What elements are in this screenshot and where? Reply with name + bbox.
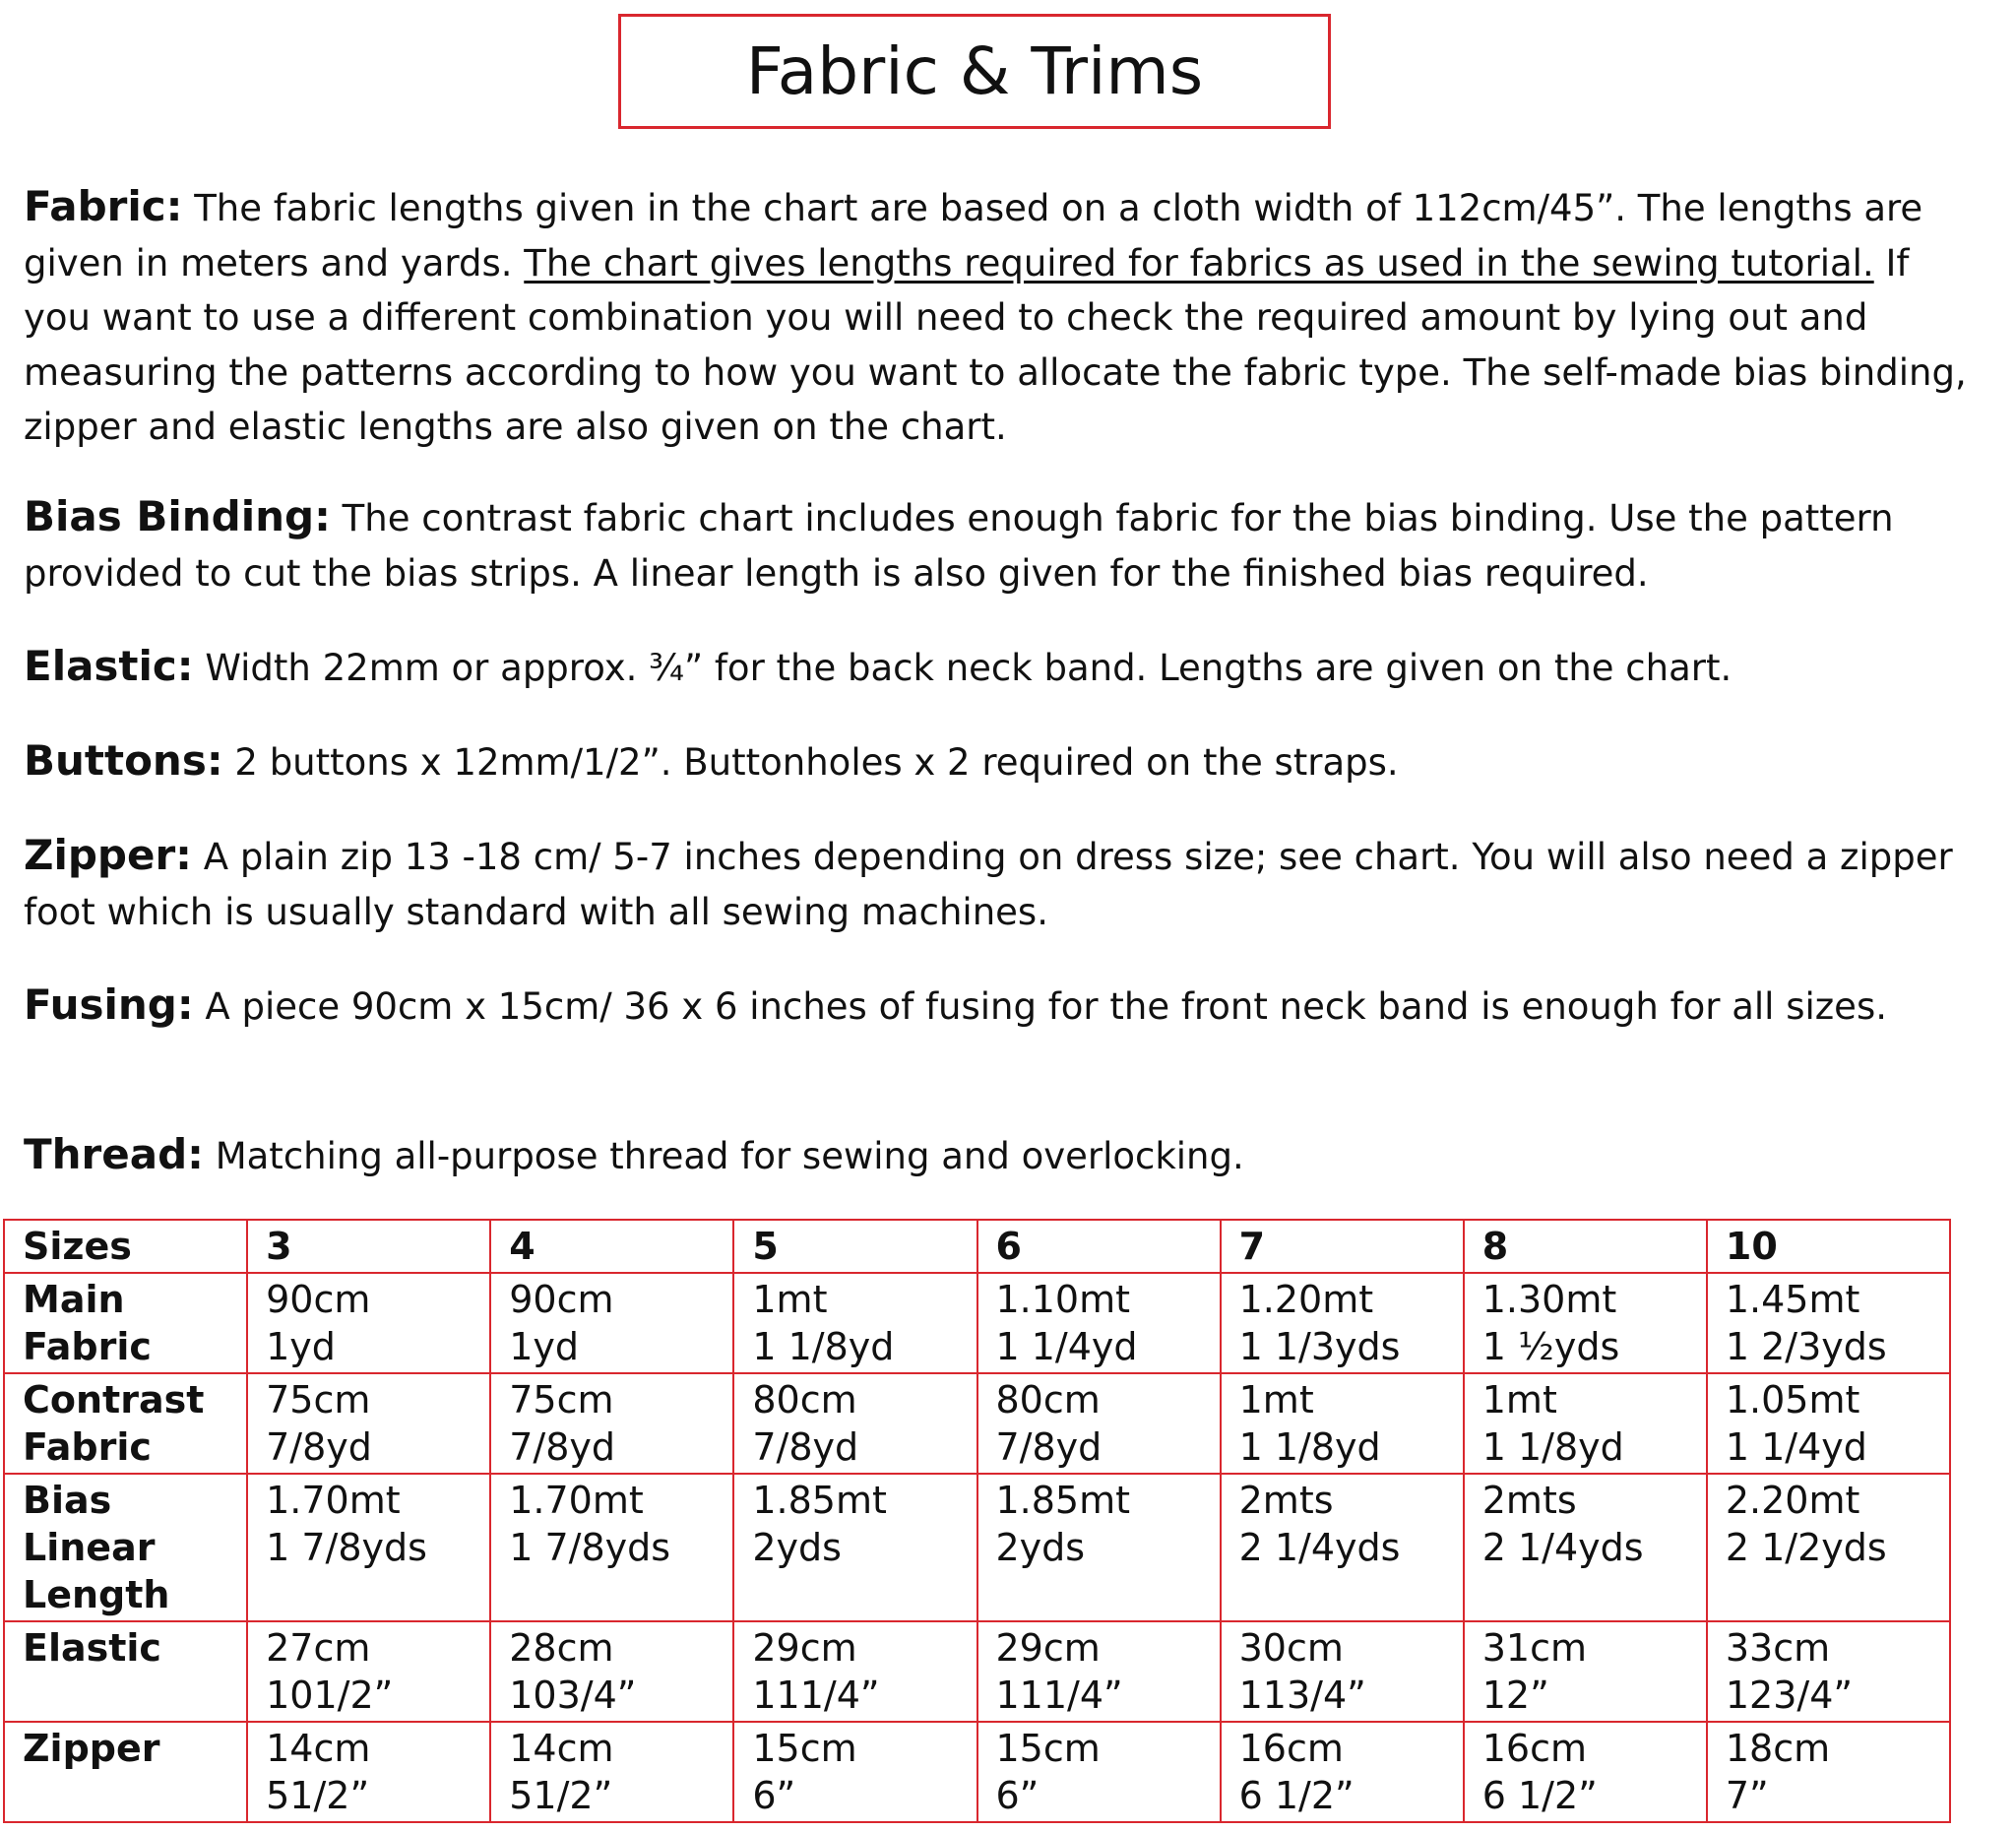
metric-value: 2mts	[1481, 1479, 1577, 1522]
metric-value: 30cm	[1238, 1626, 1344, 1670]
table-cell	[1221, 1474, 1464, 1621]
table-cell	[247, 1373, 490, 1474]
buttons-paragraph	[24, 733, 1983, 790]
row-label-line: Fabric	[23, 1325, 152, 1368]
buttons-text: 2 buttons x 12mm/1/2”. Buttonholes x 2 required on the straps.	[222, 741, 1399, 784]
elastic-paragraph	[24, 639, 1983, 696]
bias-binding-paragraph	[24, 489, 1983, 600]
metric-value: 14cm	[266, 1727, 371, 1770]
metric-value: 2.20mt	[1725, 1479, 1860, 1522]
row-label-cell	[4, 1373, 247, 1474]
metric-value: 1mt	[752, 1278, 828, 1321]
table-cell	[1464, 1474, 1707, 1621]
imperial-value: 111/4”	[995, 1674, 1123, 1717]
table-row	[4, 1621, 1950, 1722]
metric-value: 1.20mt	[1238, 1278, 1374, 1321]
metric-value: 80cm	[752, 1378, 857, 1421]
fusing-label: Fusing:	[24, 980, 194, 1029]
fabric-text: The fabric lengths given in the chart are based on a cloth width of 112cm/45”. The lengths are given in meters and yards.	[24, 187, 1923, 284]
imperial-value: 1yd	[509, 1325, 580, 1368]
table-cell	[733, 1621, 976, 1722]
metric-value: 1.30mt	[1481, 1278, 1617, 1321]
title-box	[618, 14, 1331, 129]
imperial-value: 51/2”	[509, 1774, 613, 1817]
table-cell	[1464, 1722, 1707, 1822]
metric-value: 29cm	[995, 1626, 1101, 1670]
table-cell	[490, 1722, 733, 1822]
fabric-text-continued: If you want to use a different combination you will need to check the required amount by lying out and measuring the patterns according to how you want to allocate the fabric type. The self-made bias binding, zipper and elastic lengths are also given on the chart.	[24, 241, 1967, 448]
elastic-label: Elastic:	[24, 642, 194, 690]
imperial-value: 103/4”	[509, 1674, 637, 1717]
metric-value: 1.05mt	[1725, 1378, 1860, 1421]
imperial-value: 7/8yd	[752, 1425, 859, 1469]
size-chart-table	[3, 1219, 1951, 1823]
imperial-value: 1 2/3yds	[1725, 1325, 1887, 1368]
metric-value: 1.85mt	[752, 1479, 887, 1522]
row-label-cell	[4, 1722, 247, 1822]
imperial-value: 2yds	[995, 1526, 1086, 1569]
table-cell	[1707, 1621, 1950, 1722]
metric-value: 18cm	[1725, 1727, 1831, 1770]
imperial-value: 101/2”	[266, 1674, 394, 1717]
table-cell	[490, 1373, 733, 1474]
metric-value: 75cm	[266, 1378, 371, 1421]
table-cell	[733, 1474, 976, 1621]
thread-text: Matching all-purpose thread for sewing and overlocking.	[203, 1135, 1244, 1177]
imperial-value: 1 1/3yds	[1238, 1325, 1401, 1368]
table-cell	[977, 1273, 1221, 1373]
row-label-cell	[4, 1621, 247, 1722]
imperial-value: 1 1/8yd	[752, 1325, 895, 1368]
metric-value: 1.70mt	[266, 1479, 401, 1522]
imperial-value: 6 1/2”	[1238, 1774, 1354, 1817]
thread-paragraph	[24, 1127, 1983, 1184]
row-label-line: Length	[23, 1573, 170, 1616]
table-cell	[1221, 1273, 1464, 1373]
table-cell	[977, 1474, 1221, 1621]
header-cell: 10	[1707, 1220, 1950, 1273]
metric-value: 1mt	[1481, 1378, 1557, 1421]
imperial-value: 1 7/8yds	[266, 1526, 427, 1569]
row-label-line: Linear	[23, 1526, 156, 1569]
table-cell	[1464, 1621, 1707, 1722]
metric-value: 75cm	[509, 1378, 614, 1421]
zipper-paragraph	[24, 828, 1983, 939]
table-cell	[1221, 1621, 1464, 1722]
row-label-line: Elastic	[23, 1626, 161, 1670]
metric-value: 1.70mt	[509, 1479, 644, 1522]
imperial-value: 7/8yd	[995, 1425, 1102, 1469]
thread-label: Thread:	[24, 1130, 204, 1178]
metric-value: 16cm	[1238, 1727, 1344, 1770]
table-cell	[977, 1373, 1221, 1474]
imperial-value: 2 1/4yds	[1238, 1526, 1401, 1569]
metric-value: 33cm	[1725, 1626, 1831, 1670]
table-cell	[1221, 1722, 1464, 1822]
table-cell	[1707, 1273, 1950, 1373]
header-cell: 6	[977, 1220, 1221, 1273]
header-cell: 5	[733, 1220, 976, 1273]
imperial-value: 1 7/8yds	[509, 1526, 671, 1569]
elastic-text: Width 22mm or approx. ¾” for the back neck band. Lengths are given on the chart.	[193, 647, 1732, 689]
table-cell	[1707, 1373, 1950, 1474]
table-row	[4, 1474, 1950, 1621]
imperial-value: 7/8yd	[266, 1425, 372, 1469]
page-title: Fabric & Trims	[745, 32, 1204, 109]
table-cell	[247, 1722, 490, 1822]
metric-value: 1.10mt	[995, 1278, 1131, 1321]
row-label-cell	[4, 1474, 247, 1621]
fabric-paragraph	[24, 179, 1983, 455]
table-cell	[247, 1474, 490, 1621]
bias-binding-label: Bias Binding:	[24, 492, 331, 540]
table-cell	[247, 1273, 490, 1373]
metric-value: 29cm	[752, 1626, 857, 1670]
metric-value: 16cm	[1481, 1727, 1588, 1770]
imperial-value: 6 1/2”	[1481, 1774, 1598, 1817]
imperial-value: 6”	[995, 1774, 1040, 1817]
metric-value: 15cm	[752, 1727, 857, 1770]
row-label-line: Fabric	[23, 1425, 152, 1469]
zipper-label: Zipper:	[24, 831, 192, 879]
metric-value: 15cm	[995, 1727, 1101, 1770]
metric-value: 27cm	[266, 1626, 371, 1670]
row-label-line: Contrast	[23, 1378, 205, 1421]
imperial-value: 2 1/4yds	[1481, 1526, 1644, 1569]
header-cell: 4	[490, 1220, 733, 1273]
imperial-value: 12”	[1481, 1674, 1549, 1717]
table-row	[4, 1373, 1950, 1474]
imperial-value: 7/8yd	[509, 1425, 616, 1469]
imperial-value: 51/2”	[266, 1774, 370, 1817]
imperial-value: 123/4”	[1725, 1674, 1854, 1717]
table-cell	[1221, 1373, 1464, 1474]
table-row	[4, 1273, 1950, 1373]
imperial-value: 6”	[752, 1774, 796, 1817]
fabric-underlined-note: The chart gives lengths required for fabrics as used in the sewing tutorial.	[524, 241, 1874, 284]
imperial-value: 113/4”	[1238, 1674, 1366, 1717]
table-cell	[490, 1273, 733, 1373]
header-cell: Sizes	[4, 1220, 247, 1273]
imperial-value: 1 1/8yd	[1481, 1425, 1624, 1469]
table-cell	[733, 1373, 976, 1474]
table-cell	[733, 1722, 976, 1822]
header-cell: 7	[1221, 1220, 1464, 1273]
fabric-label: Fabric:	[24, 182, 183, 230]
row-label-line: Zipper	[23, 1727, 160, 1770]
metric-value: 1.45mt	[1725, 1278, 1860, 1321]
table-cell	[977, 1621, 1221, 1722]
metric-value: 1.85mt	[995, 1479, 1131, 1522]
fusing-text: A piece 90cm x 15cm/ 36 x 6 inches of fusing for the front neck band is enough for all sizes.	[193, 985, 1887, 1028]
imperial-value: 1 ½yds	[1481, 1325, 1620, 1368]
header-cell: 3	[247, 1220, 490, 1273]
imperial-value: 1yd	[266, 1325, 336, 1368]
table-cell	[490, 1621, 733, 1722]
imperial-value: 1 1/8yd	[1238, 1425, 1381, 1469]
metric-value: 80cm	[995, 1378, 1101, 1421]
row-label-cell	[4, 1273, 247, 1373]
metric-value: 90cm	[509, 1278, 614, 1321]
bias-binding-text: The contrast fabric chart includes enough fabric for the bias binding. Use the pattern provided to cut the bias strips. A linear length is also given for the finished bias required.	[24, 497, 1894, 595]
table-cell	[1707, 1722, 1950, 1822]
imperial-value: 2yds	[752, 1526, 842, 1569]
table-cell	[733, 1273, 976, 1373]
table-cell	[1464, 1273, 1707, 1373]
table-cell	[247, 1621, 490, 1722]
fusing-paragraph	[24, 978, 1983, 1035]
row-label-line: Bias	[23, 1479, 112, 1522]
table-cell	[1464, 1373, 1707, 1474]
table-cell	[977, 1722, 1221, 1822]
metric-value: 28cm	[509, 1626, 614, 1670]
imperial-value: 111/4”	[752, 1674, 880, 1717]
metric-value: 2mts	[1238, 1479, 1334, 1522]
table-row	[4, 1722, 1950, 1822]
row-label-line: Main	[23, 1278, 125, 1321]
table-header-row	[4, 1220, 1950, 1273]
imperial-value: 7”	[1725, 1774, 1769, 1817]
imperial-value: 1 1/4yd	[995, 1325, 1138, 1368]
metric-value: 90cm	[266, 1278, 371, 1321]
metric-value: 1mt	[1238, 1378, 1314, 1421]
imperial-value: 1 1/4yd	[1725, 1425, 1867, 1469]
zipper-text: A plain zip 13 -18 cm/ 5-7 inches depending on dress size; see chart. You will also need a zipper foot which is usually standard with all sewing machines.	[24, 836, 1953, 933]
table-cell	[490, 1474, 733, 1621]
metric-value: 14cm	[509, 1727, 614, 1770]
buttons-label: Buttons:	[24, 736, 223, 785]
metric-value: 31cm	[1481, 1626, 1588, 1670]
table-cell	[1707, 1474, 1950, 1621]
header-cell: 8	[1464, 1220, 1707, 1273]
imperial-value: 2 1/2yds	[1725, 1526, 1887, 1569]
